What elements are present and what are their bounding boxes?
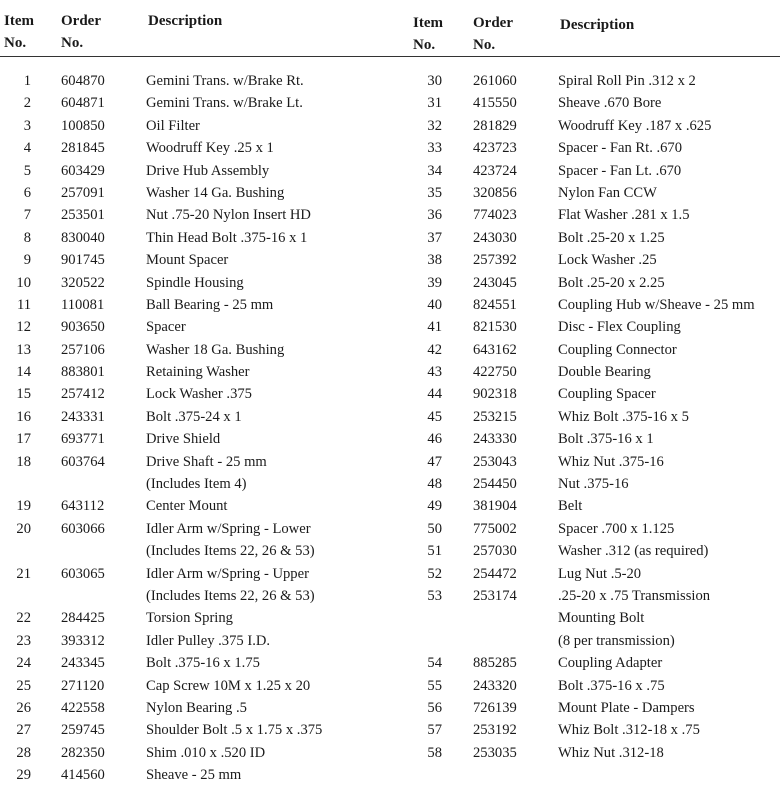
order-number: 320522 xyxy=(61,274,105,291)
part-description: Gemini Trans. w/Brake Lt. xyxy=(146,95,303,112)
order-number: 603065 xyxy=(61,565,105,582)
item-number: 51 xyxy=(427,543,442,560)
part-description: Oil Filter xyxy=(146,117,200,134)
order-number: 110081 xyxy=(61,296,105,313)
item-number: 8 xyxy=(23,229,31,246)
item-number: 27 xyxy=(16,722,31,739)
item-number: 4 xyxy=(23,140,31,157)
header-order-no-right xyxy=(473,12,513,56)
table-row xyxy=(0,361,780,383)
item-number: 58 xyxy=(427,744,442,761)
item-number: 23 xyxy=(16,632,31,649)
table-row xyxy=(0,540,780,562)
part-description: .25-20 x .75 Transmission xyxy=(558,587,711,604)
order-number: 415550 xyxy=(473,95,517,112)
order-number: 253043 xyxy=(473,453,517,470)
table-row xyxy=(0,518,780,540)
order-number: 423724 xyxy=(473,162,517,179)
table-row xyxy=(0,383,780,405)
order-number: 253501 xyxy=(61,207,105,224)
item-number: 46 xyxy=(427,431,442,448)
item-number: 11 xyxy=(16,296,31,313)
part-description: Shim .010 x .520 ID xyxy=(146,744,266,761)
item-number: 47 xyxy=(427,453,442,470)
part-description: Woodruff Key .187 x .625 xyxy=(558,117,712,134)
part-description: Bolt .375-24 x 1 xyxy=(146,408,242,425)
header-order-label: Order xyxy=(61,13,101,29)
order-number: 253215 xyxy=(473,408,517,425)
part-description: Mount Spacer xyxy=(146,252,229,269)
part-description: Lock Washer .375 xyxy=(146,386,252,403)
table-row xyxy=(0,764,400,786)
part-description: Spiral Roll Pin .312 x 2 xyxy=(558,73,696,89)
order-number: 282350 xyxy=(61,744,105,761)
part-description: Flat Washer .281 x 1.5 xyxy=(558,207,690,224)
order-number: 257392 xyxy=(473,252,517,269)
part-description: Nylon Bearing .5 xyxy=(146,699,247,716)
table-row xyxy=(0,428,780,450)
table-row xyxy=(0,563,780,585)
item-number: 19 xyxy=(16,498,31,515)
part-description: Coupling Adapter xyxy=(558,655,663,672)
order-number: 257106 xyxy=(61,341,105,358)
header-description-label: Description xyxy=(560,17,635,33)
part-description: Retaining Washer xyxy=(146,364,250,381)
table-row xyxy=(0,339,780,361)
table-row xyxy=(0,316,780,338)
table-row xyxy=(0,697,780,719)
part-description: Drive Shield xyxy=(146,431,221,448)
item-number: 10 xyxy=(16,274,31,291)
order-number: 726139 xyxy=(473,699,517,716)
item-number: 34 xyxy=(427,162,442,179)
table-row xyxy=(0,406,780,428)
part-description: Washer .312 (as required) xyxy=(558,543,709,560)
item-number: 30 xyxy=(427,73,442,89)
part-description: Shoulder Bolt .5 x 1.75 x .375 xyxy=(146,722,323,739)
order-number: 821530 xyxy=(473,319,517,336)
item-number: 18 xyxy=(16,453,31,470)
item-number: 16 xyxy=(16,408,31,425)
item-number: 52 xyxy=(427,565,442,582)
order-number: 774023 xyxy=(473,207,517,224)
order-number: 901745 xyxy=(61,252,105,269)
header-divider xyxy=(0,56,780,57)
part-description: Bolt .375-16 x 1 xyxy=(558,431,654,448)
item-number: 49 xyxy=(427,498,442,515)
table-row xyxy=(0,719,780,741)
part-description: Idler Arm w/Spring - Upper xyxy=(146,565,309,582)
order-number: 423723 xyxy=(473,140,517,157)
item-number: 45 xyxy=(427,408,442,425)
item-number: 41 xyxy=(427,319,442,336)
order-number: 271120 xyxy=(61,677,105,694)
table-row xyxy=(0,115,780,137)
part-description: Whiz Nut .375-16 xyxy=(558,453,664,470)
order-number: 243331 xyxy=(61,408,105,425)
order-number: 254472 xyxy=(473,565,517,582)
order-number: 261060 xyxy=(473,73,517,89)
item-number: 29 xyxy=(16,767,31,784)
item-number: 5 xyxy=(23,162,31,179)
part-description: Woodruff Key .25 x 1 xyxy=(146,140,274,157)
table-row xyxy=(0,249,780,271)
order-number: 902318 xyxy=(473,386,517,403)
item-number: 24 xyxy=(16,655,31,672)
order-number: 903650 xyxy=(61,319,105,336)
part-description: Spacer .700 x 1.125 xyxy=(558,520,675,537)
part-description: Torsion Spring xyxy=(146,610,233,627)
header-order-no-left xyxy=(61,10,101,54)
order-number: 257091 xyxy=(61,184,105,201)
part-description: Double Bearing xyxy=(558,364,651,381)
part-description: Spacer - Fan Rt. .670 xyxy=(558,140,683,157)
table-row xyxy=(0,227,780,249)
part-description: Sheave - 25 mm xyxy=(146,767,242,784)
item-number: 12 xyxy=(16,319,31,336)
header-item-label: Item xyxy=(4,13,34,29)
item-number: 26 xyxy=(16,699,31,716)
header-no-label: No. xyxy=(61,35,84,51)
item-number: 33 xyxy=(427,140,442,157)
order-number: 603429 xyxy=(61,162,105,179)
part-description: Bolt .25-20 x 1.25 xyxy=(558,229,665,246)
part-description: Bolt .375-16 x 1.75 xyxy=(146,655,260,672)
part-description: Center Mount xyxy=(146,498,228,515)
table-row xyxy=(0,451,780,473)
part-description: (Includes Items 22, 26 & 53) xyxy=(146,587,315,604)
part-description: Ball Bearing - 25 mm xyxy=(146,296,274,313)
item-number: 48 xyxy=(427,476,442,493)
order-number: 243345 xyxy=(61,655,105,672)
table-row xyxy=(0,495,780,517)
item-number: 9 xyxy=(23,252,31,269)
item-number: 56 xyxy=(427,699,442,716)
part-description: Coupling Connector xyxy=(558,341,677,358)
order-number: 604870 xyxy=(61,73,105,89)
parts-table-right xyxy=(0,70,780,764)
item-number: 25 xyxy=(16,677,31,694)
item-number: 53 xyxy=(427,587,442,604)
order-number: 643112 xyxy=(61,498,105,515)
table-row xyxy=(0,585,780,607)
order-number: 243320 xyxy=(473,677,517,694)
order-number: 243330 xyxy=(473,431,517,448)
order-number: 693771 xyxy=(61,431,105,448)
part-description: Coupling Hub w/Sheave - 25 mm xyxy=(558,296,755,313)
item-number: 44 xyxy=(427,386,442,403)
part-description: Coupling Spacer xyxy=(558,386,656,403)
item-number: 55 xyxy=(427,677,442,694)
item-number: 54 xyxy=(427,655,442,672)
item-number: 17 xyxy=(16,431,31,448)
item-number: 32 xyxy=(427,117,442,134)
order-number: 284425 xyxy=(61,610,105,627)
part-description: (8 per transmission) xyxy=(558,632,675,649)
item-number: 42 xyxy=(427,341,442,358)
order-number: 643162 xyxy=(473,341,517,358)
part-description: (Includes Item 4) xyxy=(146,476,247,493)
item-number: 20 xyxy=(16,520,31,537)
order-number: 281845 xyxy=(61,140,105,157)
item-number: 7 xyxy=(23,207,31,224)
item-number: 28 xyxy=(16,744,31,761)
header-description-label: Description xyxy=(148,13,223,29)
table-row xyxy=(0,92,780,114)
part-description: Spacer - Fan Lt. .670 xyxy=(558,162,682,179)
table-row xyxy=(0,473,780,495)
part-description: Mounting Bolt xyxy=(558,610,645,627)
item-number: 35 xyxy=(427,184,442,201)
table-row xyxy=(0,652,780,674)
part-description: Spacer xyxy=(146,319,186,336)
item-number: 38 xyxy=(427,252,442,269)
order-number: 824551 xyxy=(473,296,517,313)
part-description: Sheave .670 Bore xyxy=(558,95,662,112)
order-number: 883801 xyxy=(61,364,105,381)
order-number: 259745 xyxy=(61,722,105,739)
header-no-label: No. xyxy=(473,37,496,53)
part-description: Whiz Bolt .375-16 x 5 xyxy=(558,408,689,425)
item-number: 43 xyxy=(427,364,442,381)
table-row xyxy=(0,204,780,226)
item-number: 2 xyxy=(23,95,31,112)
part-description: Washer 14 Ga. Bushing xyxy=(146,184,285,201)
order-number: 253035 xyxy=(473,744,517,761)
part-description: Lug Nut .5-20 xyxy=(558,565,642,582)
header-item-label: Item xyxy=(413,15,443,31)
item-number: 57 xyxy=(427,722,442,739)
item-number: 22 xyxy=(16,610,31,627)
part-description: Idler Arm w/Spring - Lower xyxy=(146,520,311,537)
order-number: 885285 xyxy=(473,655,517,672)
table-row xyxy=(0,294,780,316)
table-row xyxy=(0,607,780,629)
part-description: Nut .375-16 xyxy=(558,476,629,493)
item-number: 1 xyxy=(23,73,31,89)
part-description: Whiz Nut .312-18 xyxy=(558,744,664,761)
table-row xyxy=(0,137,780,159)
item-number: 15 xyxy=(16,386,31,403)
part-description: Thin Head Bolt .375-16 x 1 xyxy=(146,229,308,246)
order-number: 393312 xyxy=(61,632,105,649)
table-row xyxy=(0,272,780,294)
header-item-no-right xyxy=(413,12,443,56)
item-number: 31 xyxy=(427,95,442,112)
part-description: Mount Plate - Dampers xyxy=(558,699,695,716)
order-number: 253192 xyxy=(473,722,517,739)
part-description: Washer 18 Ga. Bushing xyxy=(146,341,285,358)
part-description: Drive Shaft - 25 mm xyxy=(146,453,267,470)
order-number: 257030 xyxy=(473,543,517,560)
item-number: 37 xyxy=(427,229,442,246)
order-number: 100850 xyxy=(61,117,105,134)
part-description: Disc - Flex Coupling xyxy=(558,319,681,336)
table-row xyxy=(0,675,780,697)
order-number: 243045 xyxy=(473,274,517,291)
header-no-label: No. xyxy=(413,37,436,53)
part-description: Lock Washer .25 xyxy=(558,252,657,269)
part-description: Drive Hub Assembly xyxy=(146,162,270,179)
item-number: 14 xyxy=(16,364,31,381)
header-item-no-left xyxy=(4,10,34,54)
item-number: 40 xyxy=(427,296,442,313)
order-number: 414560 xyxy=(61,767,105,784)
part-description: Bolt .25-20 x 2.25 xyxy=(558,274,665,291)
order-number: 254450 xyxy=(473,476,517,493)
item-number: 6 xyxy=(23,184,31,201)
part-description: Whiz Bolt .312-18 x .75 xyxy=(558,722,700,739)
item-number: 39 xyxy=(427,274,442,291)
order-number: 422750 xyxy=(473,364,517,381)
order-number: 604871 xyxy=(61,95,105,112)
order-number: 320856 xyxy=(473,184,517,201)
part-description: Cap Screw 10M x 1.25 x 20 xyxy=(146,677,311,694)
table-row xyxy=(0,182,780,204)
table-row xyxy=(0,742,780,764)
order-number: 253174 xyxy=(473,587,517,604)
table-row xyxy=(0,160,780,182)
item-number: 36 xyxy=(427,207,442,224)
part-description: Idler Pulley .375 I.D. xyxy=(146,632,271,649)
item-number: 13 xyxy=(16,341,31,358)
order-number: 775002 xyxy=(473,520,517,537)
order-number: 381904 xyxy=(473,498,517,515)
header-description-left xyxy=(148,10,222,32)
part-description: Belt xyxy=(558,498,583,515)
order-number: 603066 xyxy=(61,520,105,537)
part-description: Nylon Fan CCW xyxy=(558,184,657,201)
item-number: 3 xyxy=(23,117,31,134)
part-description: Spindle Housing xyxy=(146,274,244,291)
order-number: 603764 xyxy=(61,453,105,470)
part-description: (Includes Items 22, 26 & 53) xyxy=(146,543,315,560)
header-order-label: Order xyxy=(473,15,513,31)
part-description: Nut .75-20 Nylon Insert HD xyxy=(146,207,311,224)
order-number: 830040 xyxy=(61,229,105,246)
order-number: 243030 xyxy=(473,229,517,246)
order-number: 257412 xyxy=(61,386,105,403)
table-row xyxy=(0,70,780,92)
header-no-label: No. xyxy=(4,35,27,51)
table-row xyxy=(0,630,780,652)
part-description: Gemini Trans. w/Brake Rt. xyxy=(146,73,304,89)
item-number: 21 xyxy=(16,565,31,582)
order-number: 422558 xyxy=(61,699,105,716)
item-number: 50 xyxy=(427,520,442,537)
header-description-right xyxy=(560,14,634,36)
order-number: 281829 xyxy=(473,117,517,134)
part-description: Bolt .375-16 x .75 xyxy=(558,677,665,694)
